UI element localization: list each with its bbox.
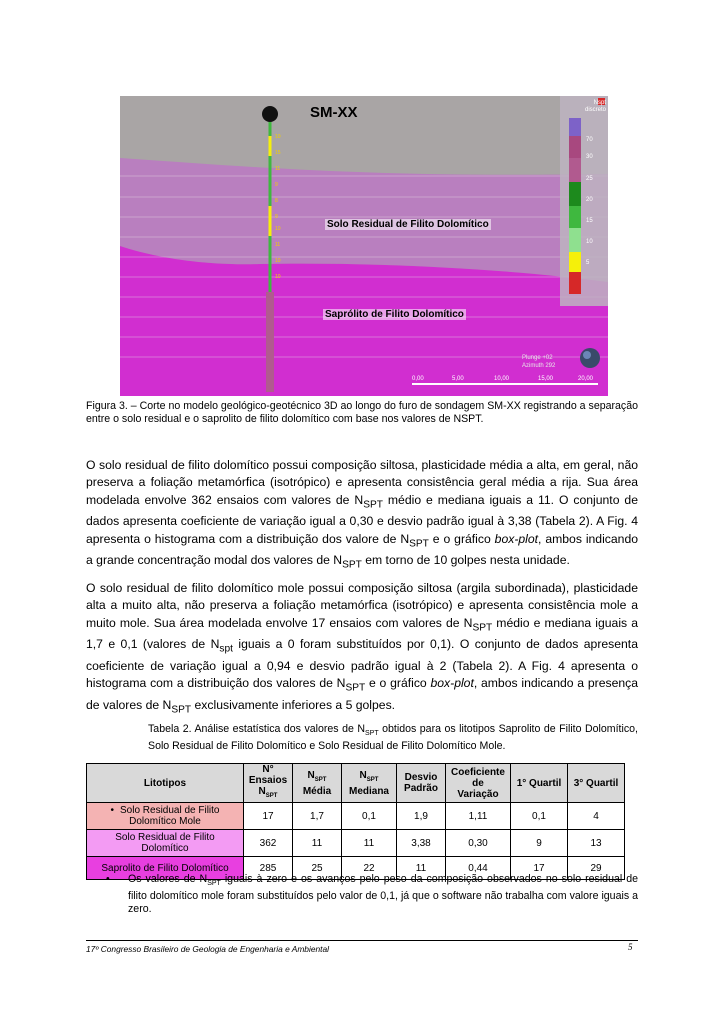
svg-text:10: 10: [275, 134, 281, 140]
svg-text:9: 9: [275, 182, 278, 188]
footer-divider: [86, 940, 638, 941]
svg-text:11: 11: [275, 166, 281, 172]
legend-tick: 70: [586, 137, 593, 143]
legend-title: [572, 100, 606, 114]
saprolito-label: Saprólito de Filito Dolomítico: [325, 309, 464, 320]
borehole-collar-marker: [262, 106, 278, 122]
cell-media: 11: [293, 830, 342, 857]
svg-text:8: 8: [275, 198, 278, 204]
cell-q3: 29: [568, 857, 625, 880]
cell-ensaios: 285: [244, 857, 293, 880]
svg-text:9: 9: [275, 214, 278, 220]
figure-caption: Figura 3. – Corte no modelo geológico-geotécnico 3D ao longo do furo de sondagem SM-XX registrando a separação entre o solo residual e o saprolito de filito dolomítico com base nos valores de NSPT.: [86, 400, 638, 425]
svg-text:10: 10: [275, 274, 281, 280]
cell-coeficiente: 0,30: [446, 830, 511, 857]
cell-ensaios: 362: [244, 830, 293, 857]
legend-tick: 5: [586, 260, 590, 266]
table-caption: Tabela 2. Análise estatística dos valores de $N_{SPT}$ obtidos para os litotipos Saprolito de Filito Dolomítico, Solo Residual de Filito Dolomítico e Solo Residual de Filito Dolomítico Mole.: [148, 723, 638, 753]
plunge-readout: Plunge +02: [522, 355, 553, 361]
legend-tick: 10: [586, 239, 593, 245]
table-row: [87, 803, 625, 830]
footer-conference: 17º Congresso Brasileiro de Geologia de Engenharia e Ambiental: [86, 944, 329, 954]
header-mediana: $N_{SPT}$ Mediana: [342, 764, 397, 803]
cell-desvio: 1,9: [397, 803, 446, 830]
orientation-readout: [522, 354, 555, 370]
svg-text:11: 11: [275, 242, 281, 248]
cell-desvio: 3,38: [397, 830, 446, 857]
orientation-sphere-icon: [580, 348, 600, 368]
header-media: $N_{SPT}$ Média: [293, 764, 342, 803]
page-number: 5: [628, 942, 633, 952]
header-q1: 1° Quartil: [511, 764, 568, 803]
cell-desvio: 11: [397, 857, 446, 880]
cell-litotipo: • Solo Residual de Filito Dolomítico Mole: [87, 803, 244, 830]
cell-coeficiente: 1,11: [446, 803, 511, 830]
scale-tick: 5,00: [452, 376, 464, 382]
cell-q1: 17: [511, 857, 568, 880]
table-row: [87, 830, 625, 857]
scale-tick: 15,00: [538, 376, 554, 382]
solo-residual-label: Solo Residual de Filito Dolomítico: [327, 219, 489, 230]
azimuth-readout: Azimuth 292: [522, 363, 556, 369]
paragraph-solo-residual: O solo residual de filito dolomítico possui composição siltosa, plasticidade média a alta, em geral, não preserva a foliação metamórfica (isotrópico) e apresenta consistência geral média a rija. Sua área modelada envolve 362 ensaios com valores de $N_{SPT}$ médio e mediana iguais a 11. O conjunto de dados apresenta coeficiente de variação igual a 0,30 e desvio padrão igual à 3,38 (Tabela 2). A Fig. 4 apresenta o histograma com a distribuição dos valore de $N_{SPT}$ e o gráfico box-plot, ambos indicando a grande concentração modal dos valores de $N_{SPT}$ em torno de 10 golpes nesta unidade.: [86, 458, 638, 571]
cell-q1: 0,1: [511, 803, 568, 830]
header-q3: 3° Quartil: [568, 764, 625, 803]
header-coeficiente: Coeficiente de Variação: [446, 764, 511, 803]
cell-ensaios: 17: [244, 803, 293, 830]
cell-litotipo: Solo Residual de Filito Dolomítico: [87, 830, 244, 857]
header-desvio: Desvio Padrão: [397, 764, 446, 803]
geological-section-figure: [120, 96, 608, 396]
legend-title-line1: Nspt: [593, 100, 606, 106]
cell-litotipo: Saprolito de Filito Dolomítico: [87, 857, 244, 880]
header-litotipos: Litotipos: [87, 764, 244, 803]
statistics-table: [86, 763, 625, 880]
cell-coeficiente: 0,44: [446, 857, 511, 880]
scale-tick: 10,00: [494, 376, 510, 382]
legend-tick: 15: [586, 218, 593, 224]
footnote-text: Os valores de $N_{SPT}$ iguais à zero e os avanços pelo peso da composição observados no solo residual de filito dolomítico mole foram substituídos pelo valor de 0,1, já que o software não trabalha com valore iguais a zero.: [128, 873, 639, 916]
cell-mediana: 11: [342, 830, 397, 857]
cell-q3: 4: [568, 803, 625, 830]
cell-mediana: 0,1: [342, 803, 397, 830]
footnote-bullet: •: [106, 873, 110, 885]
cell-q1: 9: [511, 830, 568, 857]
table-header-row: [87, 764, 625, 803]
borehole-title: SM-XX: [310, 104, 358, 121]
table-footnote: [106, 873, 638, 916]
borehole-lower: [266, 292, 274, 392]
svg-text:15: 15: [275, 150, 281, 156]
paragraph-solo-residual-mole: O solo residual de filito dolomítico mole possui composição siltosa (argila subordinada), plasticidade alta a muito alta, não preserva a foliação metamórfica (isotrópico) e apresenta consistência mole a muito mole. Sua área modelada envolve 17 ensaios com valores de $N_{SPT}$ médio e mediana iguais a 1,7 e 0,1 (valores de $N_{spt}$ iguais a 0 foram substituídos por 0,1). O conjunto de dados apresenta coeficiente de variação igual a 0,94 e desvio padrão igual à 2 (Tabela 2). A Fig. 4 apresenta o histograma com a distribuição dos valores de $N_{SPT}$ e o gráfico box-plot, ambos indicando a presença de valores de $N_{SPT}$ exclusivamente inferiores a 5 golpes.: [86, 581, 639, 716]
svg-text:10: 10: [275, 258, 281, 264]
legend-panel: [560, 96, 608, 306]
cell-q3: 13: [568, 830, 625, 857]
header-ensaios: N° Ensaios $N_{SPT}$: [244, 764, 293, 803]
legend-tick: 30: [586, 154, 593, 160]
legend-tick: 20: [586, 197, 593, 203]
legend-title-line2: discreto: [584, 107, 606, 113]
figure-graphic: [120, 96, 608, 396]
scale-tick: 20,00: [578, 376, 594, 382]
cell-media: 1,7: [293, 803, 342, 830]
svg-text:10: 10: [275, 226, 281, 232]
legend-tick: 25: [586, 176, 593, 182]
cell-mediana: 22: [342, 857, 397, 880]
cell-media: 25: [293, 857, 342, 880]
scale-tick: 0,00: [412, 376, 424, 382]
